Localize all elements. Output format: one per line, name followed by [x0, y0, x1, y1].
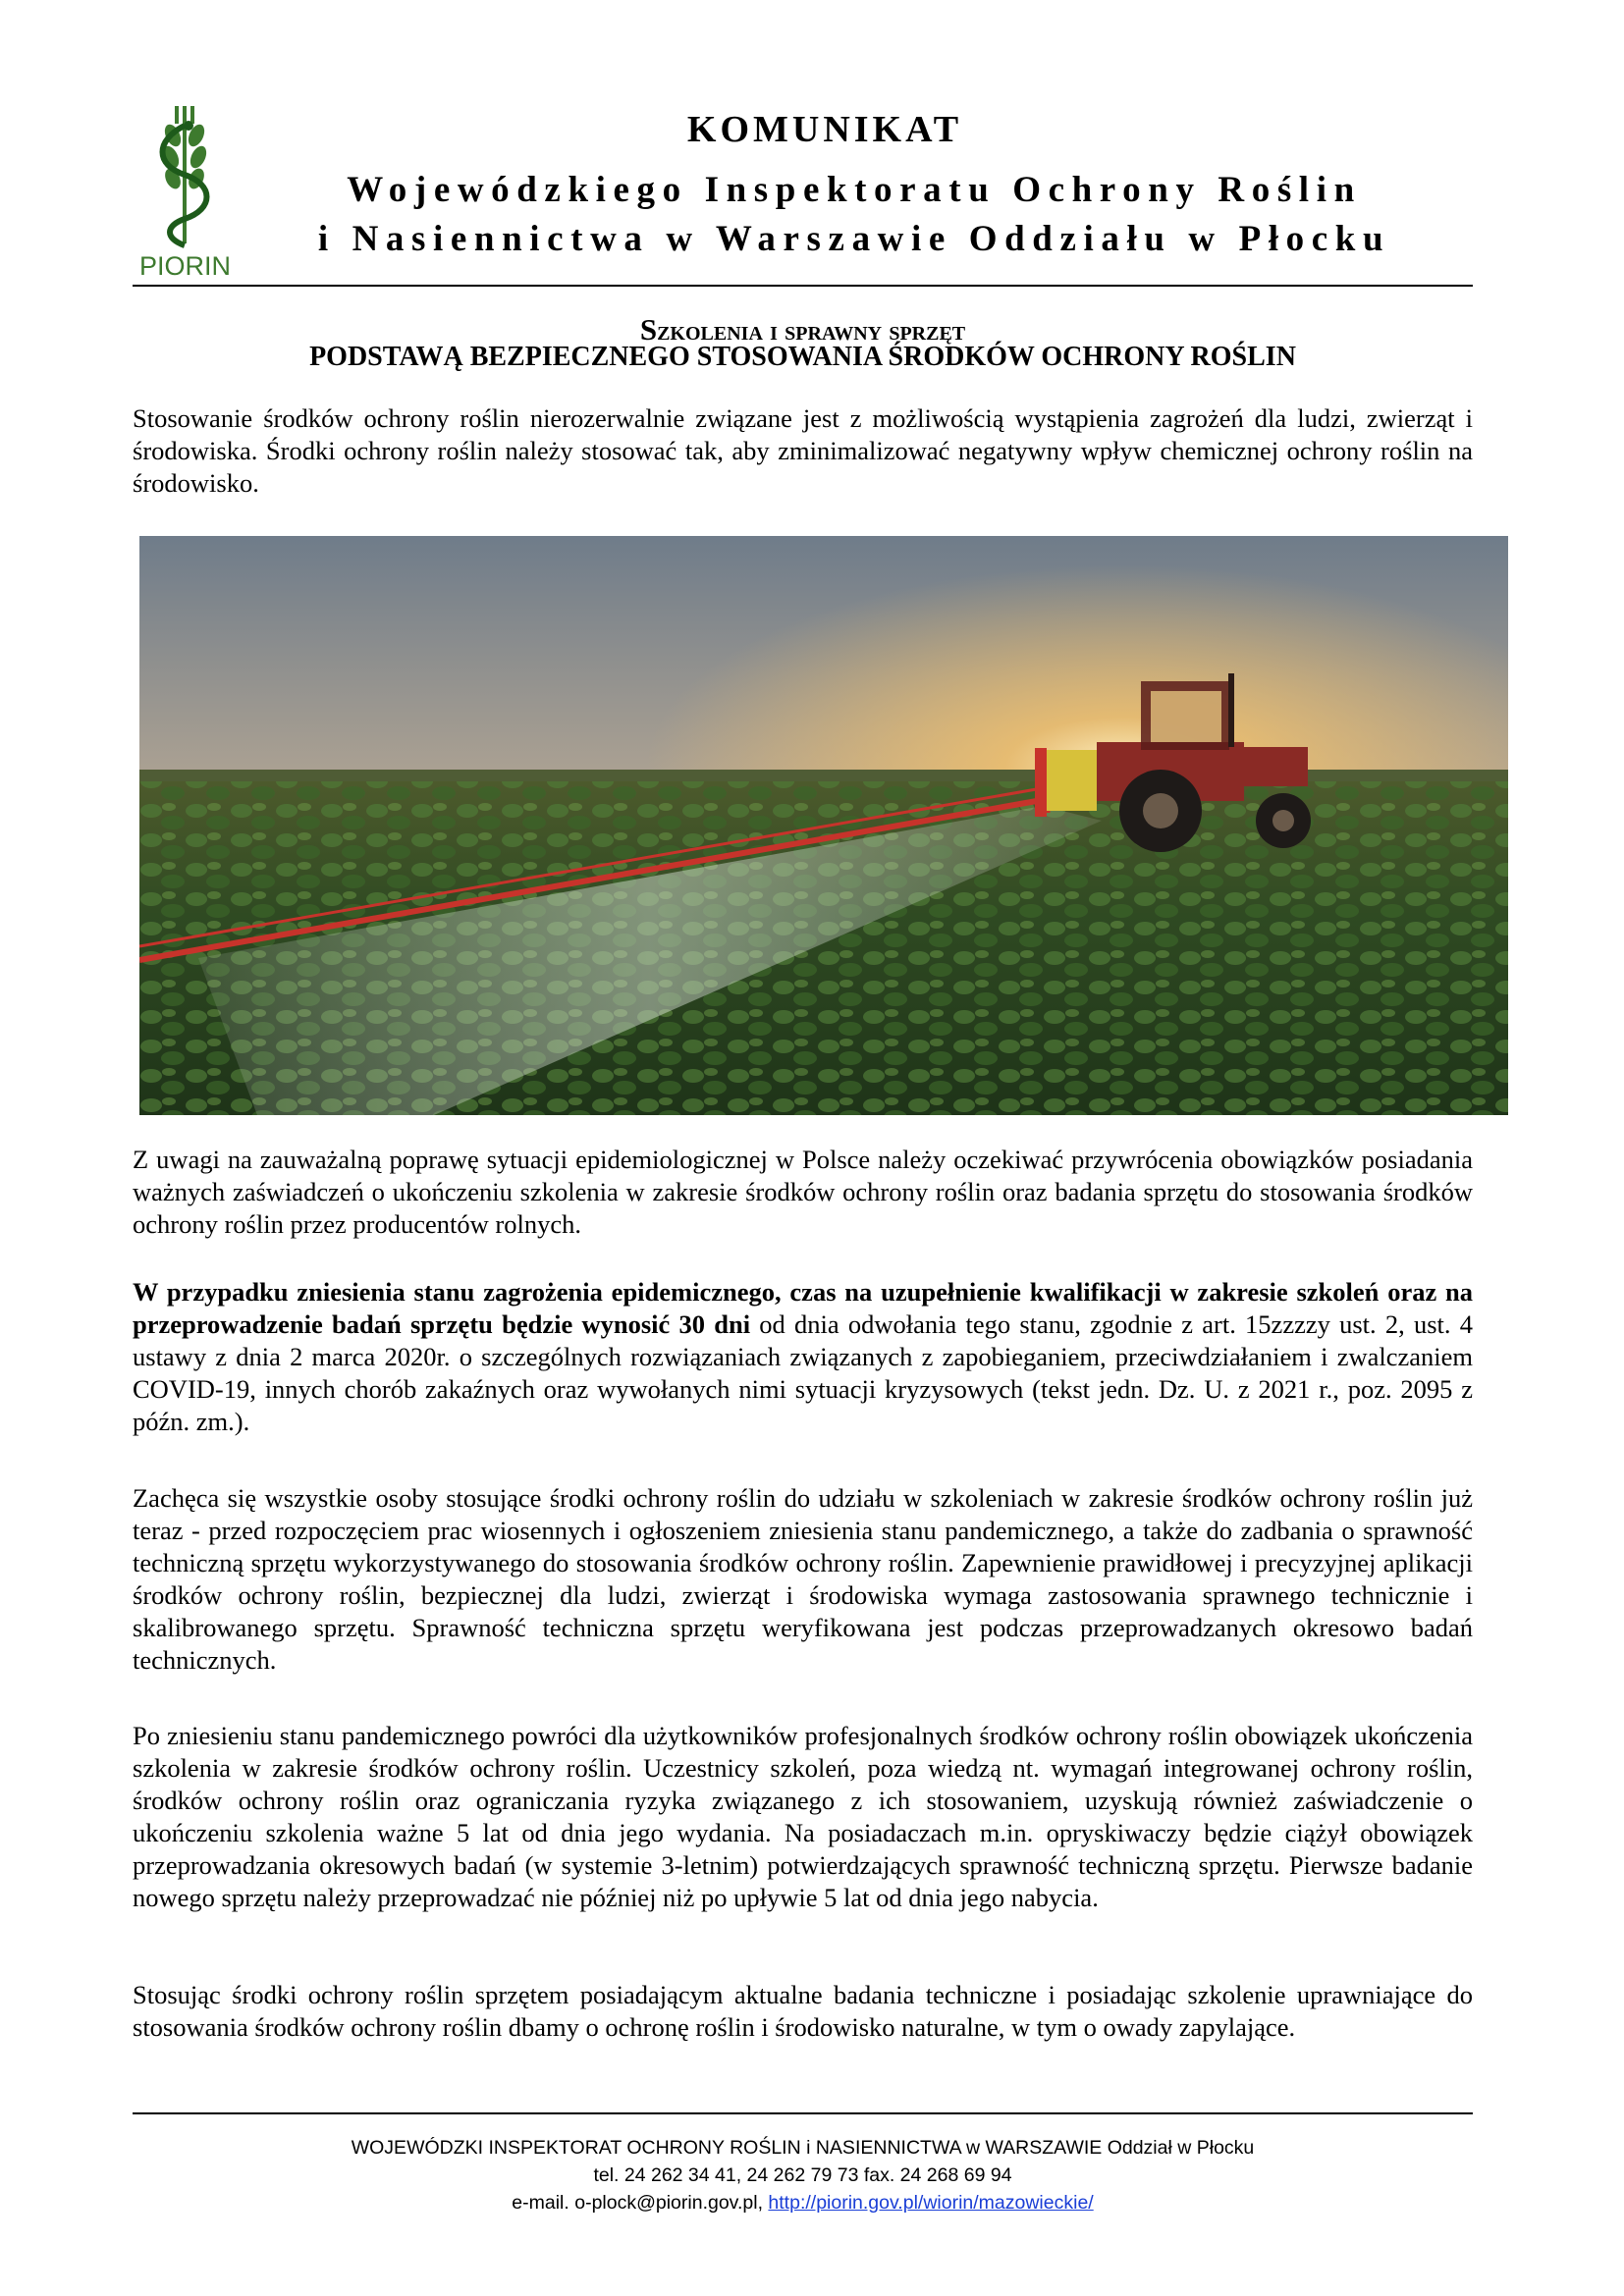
paragraph-obligations: Po zniesieniu stanu pandemicznego powróci dla użytkowników profesjonalnych środków ochrony roślin obowiązek ukończenia szkolenia w zakresie środków ochrony roślin. Uczestnicy szkoleń, poza wiedzą nt. wymagań integrowanej ochrony roślin, środków ochrony roślin oraz ograniczania ryzyka związanego z ich stosowaniem, uzyskują również zaświadczenie o ukończeniu szkolenia ważne 5 lat od dnia jego wydania. Na posiadaczach m.in. opryskiwaczy będzie ciążył obowiązek przeprowadzania okresowych badań (w systemie 3-letnim) potwierdzających sprawność techniczną sprzętu. Pierwsze badanie nowego sprzętu należy przeprowadzać nie później niż po upływie 5 lat od dnia jego nabycia.: [133, 1721, 1473, 1912]
footer-email: e-mail. o-plock@piorin.gov.pl,: [512, 2192, 769, 2214]
document-title: KOMUNIKAT: [686, 109, 963, 150]
paragraph-intro: Stosowanie środków ochrony roślin nierozerwalnie związane jest z możliwością wystąpienia zagrożeń dla ludzi, zwierząt i środowiska. Środki ochrony roślin należy stosować tak, aby zminimalizować negatywny wpływ chemicznej ochrony roślin na środowisko.: [133, 403, 1473, 498]
footer-website-link[interactable]: http://piorin.gov.pl/wiorin/mazowieckie/: [768, 2192, 1094, 2214]
wheat-staff-icon: [135, 106, 244, 253]
logo-text: PIORIN: [139, 251, 232, 281]
paragraph-deadline-bold: W przypadku zniesienia stanu zagrożenia epidemicznego, czas na uzupełnienie kwalifikacji w zakresie szkoleń oraz na przeprowadzenie badań sprzętu będzie wynosić 30 dni: [133, 1277, 1473, 1339]
tractor-sprayer-photo: [139, 536, 1508, 1115]
article-title-rest: zkolenia i sprawny sprzęt: [657, 315, 966, 347]
paragraph-deadline-rest: od dnia odwołania tego stanu, zgodnie z art. 15zzzzy ust. 2, ust. 4 ustawy z dnia 2 marca 2020r. o szczególnych rozwiązaniach związanych z zapobieganiem, przeciwdziałaniem i zwalczaniem COVID-19, innych chorób zakaźnych oraz wywołanych nimi sytuacji kryzysowych (tekst jedn. Dz. U. z 2021 r., poz. 2095 z późn. zm.).: [133, 1309, 1473, 1436]
tractor-photo-illustration: [139, 536, 1508, 1115]
paragraph-deadline: [133, 1276, 1473, 1438]
article-title-first-letter: S: [639, 312, 658, 347]
paragraph-conclusion: Stosując środki ochrony roślin sprzętem posiadającym aktualne badania techniczne i posiadając szkolenie uprawniające do stosowania środków ochrony roślin dbamy o ochronę roślin i środowisko naturalne, w tym o owady zapylające.: [133, 1980, 1473, 2042]
paragraph-epidemic-situation: Z uwagi na zauważalną poprawę sytuacji epidemiologicznej w Polsce należy oczekiwać przywrócenia obowiązków posiadania ważnych zaświadczeń o ukończeniu szkolenia w zakresie środków ochrony roślin oraz badania sprzętu do stosowania środków ochrony roślin przez producentów rolnych.: [133, 1145, 1473, 1239]
header-divider: [133, 285, 1473, 287]
institution-line-2: i Nasiennictwa w Warszawie Oddziału w Płocku: [317, 219, 1391, 259]
footer-phone: tel. 24 262 34 41, 24 262 79 73 fax. 24 268 69 94: [593, 2164, 1012, 2186]
footer-contact: [133, 2189, 1473, 2216]
footer-divider: [133, 2112, 1473, 2114]
footer-institution: WOJEWÓDZKI INSPEKTORAT OCHRONY ROŚLIN i NASIENNICTWA w WARSZAWIE Oddział w Płocku: [351, 2137, 1255, 2159]
institution-line-1: Wojewódzkiego Inspektoratu Ochrony Roślin: [347, 170, 1362, 210]
paragraph-encouragement: Zachęca się wszystkie osoby stosujące środki ochrony roślin do udziału w szkoleniach w zakresie środków ochrony roślin już teraz - przed rozpoczęciem prac wiosennych i ogłoszeniem zniesienia stanu pandemicznego, a także do zadbania o sprawność techniczną sprzętu wykorzystywanego do stosowania środków ochrony roślin. Zapewnienie prawidłowej i precyzyjnej aplikacji środków ochrony roślin, bezpiecznej dla ludzi, zwierząt i środowiska wymaga zastosowania sprawnego technicznie i skalibrowanego sprzętu. Sprawność techniczna sprzętu weryfikowana jest podczas przeprowadzanych okresowo badań technicznych.: [133, 1483, 1473, 1675]
article-subtitle: PODSTAWĄ BEZPIECZNEGO STOSOWANIA ŚRODKÓW OCHRONY ROŚLIN: [309, 342, 1296, 372]
piorin-logo: [135, 106, 244, 283]
